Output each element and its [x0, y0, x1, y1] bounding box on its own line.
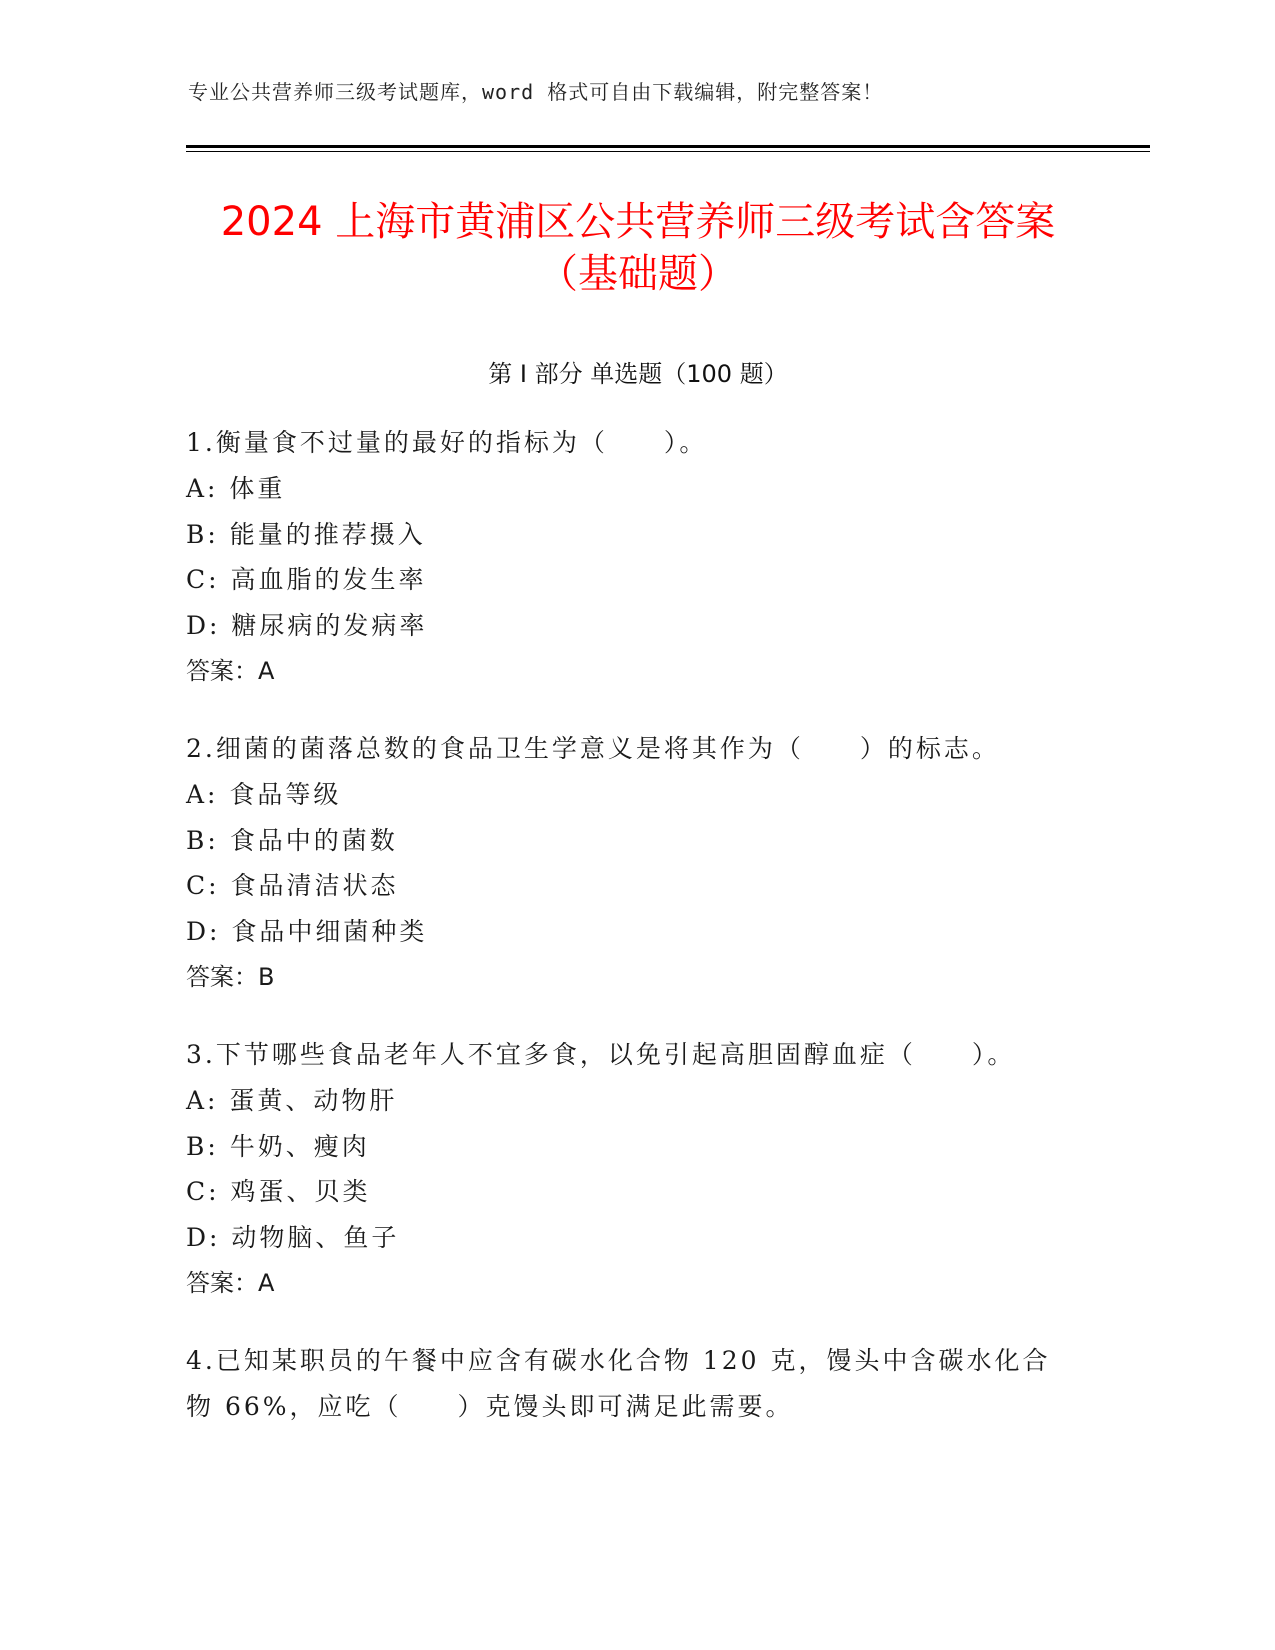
option-c: C: 食品清洁状态 [186, 871, 399, 900]
question-2 [186, 726, 1086, 1000]
answer: 答案：B [186, 963, 275, 991]
option-a: A: 食品等级 [186, 780, 342, 809]
header-rule-thin [186, 151, 1150, 152]
option-d: D: 动物脑、鱼子 [186, 1222, 400, 1252]
question-1 [186, 420, 1086, 694]
option-a: A: 体重 [186, 474, 286, 503]
option-c: C: 鸡蛋、贝类 [186, 1177, 371, 1206]
document-title: 2024 上海市黄浦区公共营养师三级考试含答案（基础题） [220, 199, 1056, 297]
option-b: B: 食品中的菌数 [186, 825, 398, 855]
question-stem: 4.已知某职员的午餐中应含有碳水化合物 120 克，馒头中含碳水化合物 66%，应吃（ ）克馒头即可满足此需要。 [186, 1346, 1051, 1421]
section-title: 第 I 部分 单选题（100 题） [488, 360, 788, 388]
answer: 答案：A [186, 1269, 275, 1297]
header-rule-thick [186, 145, 1150, 148]
option-d: D: 糖尿病的发病率 [186, 610, 428, 640]
question-4 [186, 1338, 1056, 1430]
question-stem: 2.细菌的菌落总数的食品卫生学意义是将其作为（ ）的标志。 [186, 734, 1000, 763]
option-d: D: 食品中细菌种类 [186, 916, 428, 946]
question-stem: 3.下节哪些食品老年人不宜多食，以免引起高胆固醇血症（ ）。 [186, 1040, 1016, 1069]
option-b: B: 牛奶、瘦肉 [186, 1131, 370, 1161]
option-b: B: 能量的推荐摄入 [186, 519, 426, 549]
answer: 答案：A [186, 657, 275, 685]
option-c: C: 高血脂的发生率 [186, 565, 427, 594]
question-stem: 1.衡量食不过量的最好的指标为（ ）。 [186, 428, 708, 457]
header-note: 专业公共营养师三级考试题库，word 格式可自由下载编辑，附完整答案！ [188, 80, 884, 104]
question-3 [186, 1032, 1086, 1306]
option-a: A: 蛋黄、动物肝 [186, 1086, 398, 1115]
